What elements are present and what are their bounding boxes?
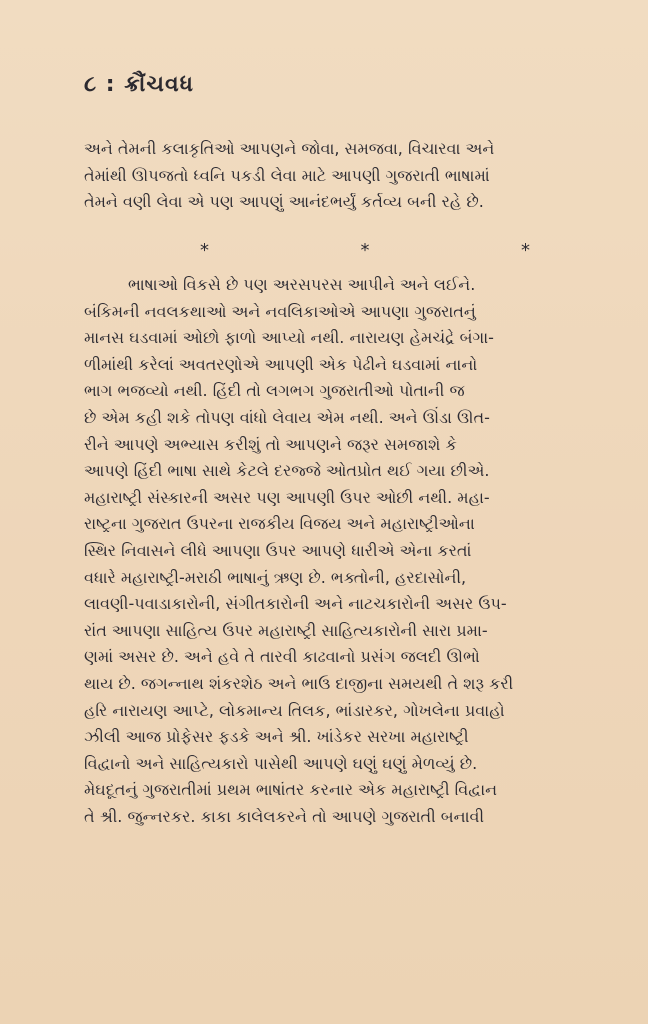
text-line: થાય છે. જગન્નાથ શંકરશેઠ અને ભાઉ દાજીના સમયથી તે શરૂ કરી [84, 673, 514, 693]
section-separator [200, 240, 530, 261]
text-line: માનસ ઘડવામાં ઓછો ફાળો આપ્યો નથી. નારાયણ હેમચંદ્રે બંગા- [84, 328, 494, 348]
text-line: આપણે હિંદી ભાષા સાથે કેટલે દરજ્જે ઓતપ્રોત થઈ ગયા છીએ. [84, 461, 490, 481]
text-line: બંકિમની નવલકથાઓ અને નવલિકાઓએ આપણા ગુજરાતનું [84, 301, 476, 321]
text-line: વધારે મહારાષ્ટ્રી-મરાઠી ભાષાનું ઋણ છે. ભક્તોની, હરદાસોની, [84, 567, 467, 587]
text-line: મેઘદૂતનું ગુજરાતીમાં પ્રથમ ભાષાંતર કરનાર એક મહારાષ્ટ્રી વિદ્વાન [84, 780, 498, 800]
asterisk: * [200, 240, 209, 261]
text-line: લાવણી-પવાડાકારોની, સંગીતકારોની અને નાટચકારોની અસર ઉપ- [84, 594, 507, 614]
text-line: રીને આપણે અભ્યાસ કરીશું તો આપણને જરૂર સમજાશે કે [84, 434, 457, 454]
text-line: છે એમ કહી શકે તોપણ વાંધો લેવાય એમ નથી. અને ઊંડા ઊત- [84, 407, 490, 427]
text-line: મહારાષ્ટ્રી સંસ્કારની અસર પણ આપણી ઉપર ઓછી નથી. મહા- [84, 487, 490, 507]
text-line: તે શ્રી. જુન્નરકર. કાકા કાલેલકરને તો આપણે ગુજરાતી બનાવી [84, 806, 485, 826]
paragraph-1 [84, 136, 632, 216]
text-line: ઝીલી આજ પ્રોફેસર ફડકે અને શ્રી. ખાંડેકર સરખા મહારાષ્ટ્રી [84, 727, 469, 747]
asterisk: * [521, 240, 530, 261]
text-line: ળીમાંથી કરેલાં અવતરણોએ આપણી એક પેઢીને ઘડવામાં નાનો [84, 354, 478, 374]
text-line: તેમને વણી લેવા એ પણ આપણું આનંદભર્યું કર્તવ્ય બની રહે છે. [84, 192, 484, 212]
running-head: ૮ : ક્રૌંચવધ [84, 72, 194, 97]
text-line: રાંત આપણા સાહિત્ય ઉપર મહારાષ્ટ્રી સાહિત્યકારોની સારા પ્રમા- [84, 620, 488, 640]
text-line: ણમાં અસર છે. અને હવે તે તારવી કાઢવાનો પ્રસંગ જલદી ઊભો [84, 647, 480, 667]
text-line: સ્થિર નિવાસને લીધે આપણા ઉપર આપણે ધારીએ એના કરતાં [84, 540, 472, 560]
text-line: હરિ નારાયણ આપ્ટે, લોકમાન્ય તિલક, ભાંડારકર, ગોખલેના પ્રવાહો [84, 700, 505, 720]
asterisk: * [360, 240, 370, 261]
text-line: અને તેમની કલાકૃતિઓ આપણને જોવા, સમજવા, વિચારવા અને [84, 139, 495, 158]
text-line: વિદ્વાનો અને સાહિત્યકારો પાસેથી આપણે ઘણું ઘણું મેળવ્યું છે. [84, 753, 478, 773]
text-line: તેમાંથી ઊપજતો ધ્વનિ પકડી લેવા માટે આપણી ગુજરાતી ભાષામાં [84, 165, 490, 185]
text-line: રાષ્ટ્રના ગુજરાત ઉપરના રાજકીય વિજય અને મહારાષ્ટ્રીઓના [84, 514, 475, 534]
paragraph-2 [84, 272, 632, 830]
text-line: ભાષાઓ વિકસે છે પણ અરસપરસ આપીને અને લઈને. [128, 275, 476, 294]
text-line: ભાગ ભજવ્યો નથી. હિંદી તો લગભગ ગુજરાતીઓ પોતાની જ [84, 381, 465, 401]
